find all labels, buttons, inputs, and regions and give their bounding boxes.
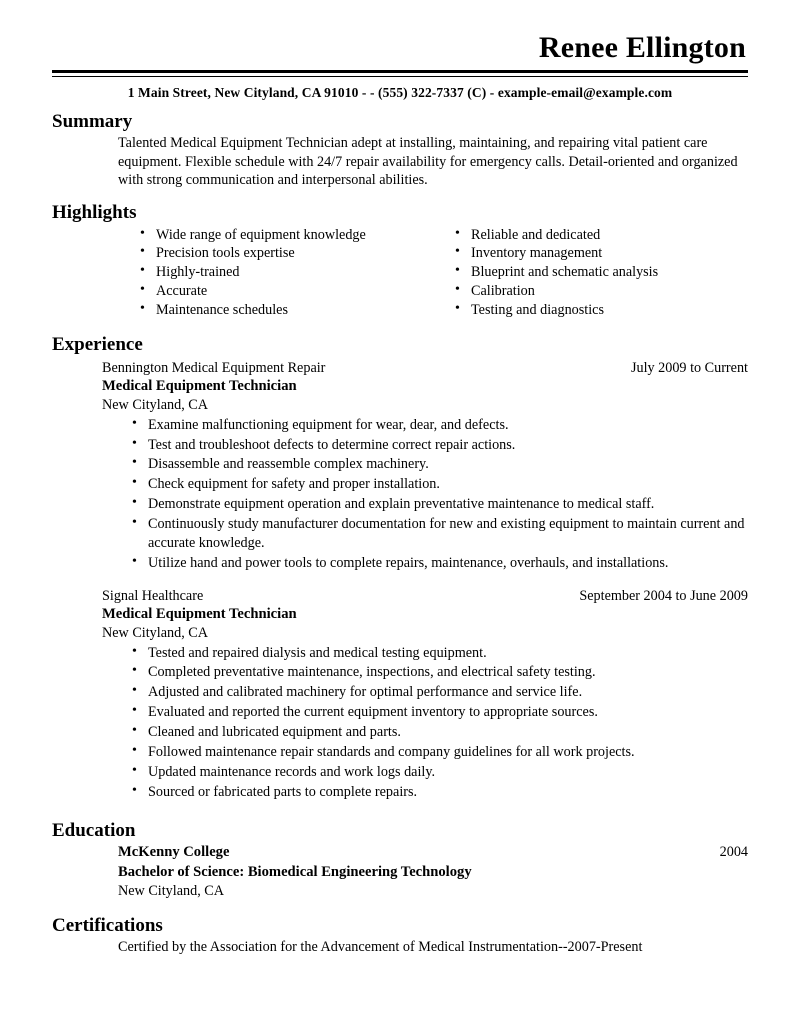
list-item: • Evaluated and reported the current equipment inventory to appropriate sources. [132, 703, 748, 722]
employer-name: Signal Healthcare [102, 587, 204, 604]
highlights-column-right [433, 226, 748, 320]
list-item: • Reliable and dedicated [455, 226, 748, 245]
list-item: • Completed preventative maintenance, inspections, and electrical safety testing. [132, 663, 748, 682]
section-title-certifications: Certifications [52, 914, 163, 936]
list-item: • Adjusted and calibrated machinery for optimal performance and service life. [132, 683, 748, 702]
section-title-education: Education [52, 819, 136, 841]
list-item: • Utilize hand and power tools to complete repairs, maintenance, overhauls, and installations. [132, 554, 748, 573]
job-location: New Cityland, CA [102, 625, 209, 642]
employer-name: Bennington Medical Equipment Repair [102, 359, 326, 376]
job-title: Medical Equipment Technician [102, 606, 297, 623]
summary-text: Talented Medical Equipment Technician adept at installing, maintaining, and repairing vital patient care equipment. Flexible schedule with 24/7 repair availability for emergency calls. Detail-oriented and organized with strong communication and interpersonal abilities. [118, 135, 738, 189]
list-item: • Testing and diagnostics [455, 301, 748, 320]
experience-bullets [102, 644, 748, 802]
list-item: • Accurate [140, 282, 433, 301]
education-entry [118, 843, 748, 900]
header-divider-thick [52, 70, 748, 73]
section-highlights [52, 202, 748, 320]
education-header-row [118, 843, 748, 862]
experience-bullets [102, 416, 748, 573]
highlights-columns [118, 226, 748, 320]
highlights-list-right [433, 226, 748, 320]
list-item: • Cleaned and lubricated equipment and parts. [132, 723, 748, 742]
list-item: • Calibration [455, 282, 748, 301]
employment-dates: July 2009 to Current [630, 359, 748, 376]
school-name: McKenny College [118, 844, 230, 861]
list-item: • Blueprint and schematic analysis [455, 263, 748, 282]
list-item: • Examine malfunctioning equipment for wear, dear, and defects. [132, 416, 748, 435]
list-item: • Inventory management [455, 244, 748, 263]
certification-text: Certified by the Association for the Advancement of Medical Instrumentation--2007-Present [118, 939, 643, 956]
list-item: • Maintenance schedules [140, 301, 433, 320]
list-item: • Demonstrate equipment operation and explain preventative maintenance to medical staff. [132, 495, 748, 514]
list-item: • Tested and repaired dialysis and medical testing equipment. [132, 644, 748, 663]
list-item: • Updated maintenance records and work logs daily. [132, 763, 748, 782]
list-item: • Wide range of equipment knowledge [140, 226, 433, 245]
section-education [52, 820, 748, 901]
list-item: • Precision tools expertise [140, 244, 433, 263]
job-title: Medical Equipment Technician [102, 378, 297, 395]
candidate-name: Renee Ellington [538, 31, 746, 64]
contact-info: 1 Main Street, New Cityland, CA 91010 - - (555) 322-7337 (C) - example-email@example.com [127, 84, 673, 100]
list-item: • Test and troubleshoot defects to determine correct repair actions. [132, 436, 748, 455]
experience-header-row [102, 587, 748, 605]
list-item: • Sourced or fabricated parts to complete repairs. [132, 783, 748, 802]
degree-name: Bachelor of Science: Biomedical Engineering Technology [118, 863, 472, 880]
section-summary [52, 111, 748, 190]
experience-entry [102, 359, 748, 573]
section-title-experience: Experience [52, 333, 143, 355]
job-location: New Cityland, CA [102, 397, 209, 414]
graduation-year: 2004 [719, 844, 748, 861]
section-title-summary: Summary [52, 110, 133, 132]
list-item: • Followed maintenance repair standards and company guidelines for all work projects. [132, 743, 748, 762]
list-item: • Check equipment for safety and proper installation. [132, 475, 748, 494]
section-title-highlights: Highlights [52, 201, 137, 223]
experience-header-row [102, 359, 748, 377]
list-item: • Continuously study manufacturer documentation for new and existing equipment to maintain current and accurate knowledge. [132, 515, 748, 553]
list-item: • Disassemble and reassemble complex machinery. [132, 455, 748, 474]
list-item: • Highly-trained [140, 263, 433, 282]
highlights-list-left [118, 226, 433, 320]
header-divider-thin [52, 76, 748, 77]
section-certifications [52, 915, 748, 957]
section-experience [52, 334, 748, 802]
employment-dates: September 2004 to June 2009 [579, 587, 748, 604]
summary-body [118, 134, 748, 189]
highlights-column-left [118, 226, 433, 320]
experience-entry [102, 587, 748, 802]
school-location: New Cityland, CA [118, 882, 225, 899]
